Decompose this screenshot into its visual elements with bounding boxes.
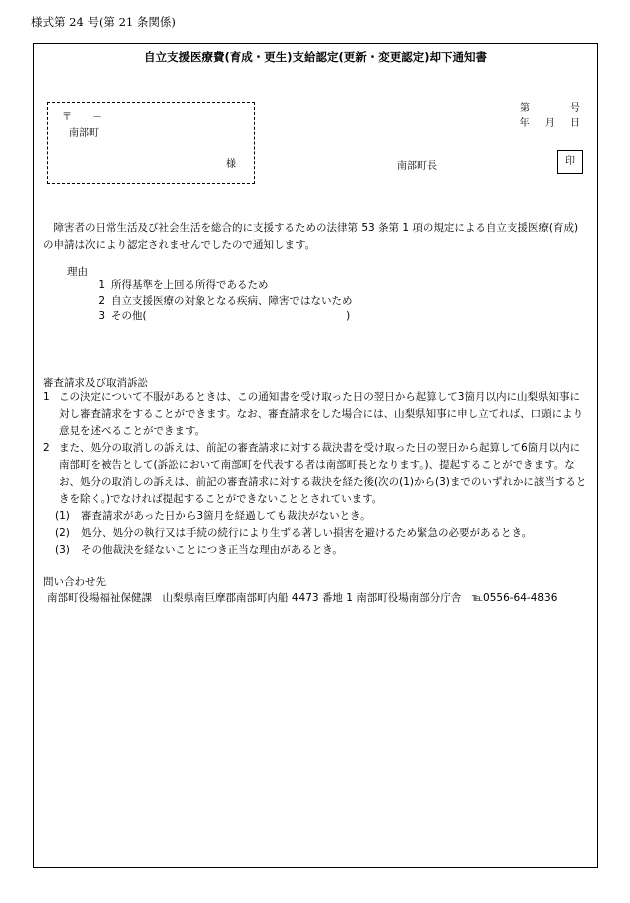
document-title: 自立支援医療費(育成・更生)支給認定(更新・変更認定)却下通知書 (143, 50, 488, 64)
document-date: 年 月 日 (519, 118, 580, 129)
reason-heading: 理由 (67, 266, 88, 278)
appeal-item-number: 1 (43, 391, 50, 403)
appeal-subitem-text: 審査請求があった日から3箇月を経過しても裁決がないとき。 (81, 510, 371, 522)
appeal-subitem-number: (3) (55, 544, 70, 556)
official-seal-box: 印 (557, 150, 583, 174)
postal-code-mark: 〒 － (62, 112, 102, 123)
reason-text: 所得基準を上回る所得であるため (111, 279, 269, 291)
appeal-subitem-text: その他裁決を経ないことにつき正当な理由があるとき。 (81, 544, 343, 556)
reason-number: 1 (98, 279, 105, 291)
reason-list (91, 278, 353, 325)
recipient-address-box (47, 102, 255, 184)
appeal-subitem-number: (1) (55, 510, 70, 522)
issuer-name: 南部町長 (397, 161, 437, 172)
notice-body-text: 障害者の日常生活及び社会生活を総合的に支援するための法律第 53 条第 1 項の規定による自立支援医療(育成)の申請は次により認定されませんでしたので通知します。 (43, 222, 579, 251)
recipient-town: 南部町 (69, 128, 99, 139)
appeal-subitem-text: 処分、処分の執行又は手続の続行により生ずる著しい損害を避けるため緊急の必要があるとき。 (81, 527, 533, 539)
recipient-honorific: 様 (226, 159, 236, 170)
contact-info: 南部町役場福祉保健課 山梨県南巨摩郡南部町内船 4473 番地 1 南部町役場南部分庁舎 ℡0556-64-4836 (47, 592, 558, 604)
reason-number: 2 (98, 294, 105, 307)
form-number-label: 様式第 24 号(第 21 条関係) (31, 15, 176, 29)
appeal-heading: 審査請求及び取消訴訟 (43, 377, 148, 389)
notice-body (43, 220, 587, 254)
appeal-item (43, 389, 589, 440)
reason-number: 3 (98, 310, 105, 322)
appeal-section (43, 389, 589, 559)
reason-text: その他( ) (111, 310, 351, 322)
reason-item (91, 278, 353, 294)
appeal-subitem (43, 508, 589, 525)
reason-item (91, 309, 353, 325)
appeal-subitem (43, 542, 589, 559)
reason-item (91, 294, 353, 310)
reason-text: 自立支援医療の対象となる疾病、障害ではないため (111, 294, 353, 307)
document-frame (33, 43, 598, 868)
appeal-item-text: この決定について不服があるときは、この通知書を受け取った日の翌日から起算して3箇月以内に山梨県知事に対し審査請求をすることができます。なお、審査請求をした場合には、山梨県知事に申し立てれば、口頭により意見を述べることができます。 (59, 391, 584, 437)
appeal-item-number: 2 (43, 442, 50, 454)
appeal-subitem-number: (2) (55, 527, 70, 539)
document-number: 第 号 (520, 103, 580, 114)
appeal-item-text: また、処分の取消しの訴えは、前記の審査請求に対する裁決書を受け取った日の翌日から起算して6箇月以内に南部町を被告として(訴訟において南部町を代表する者は南部町長となります。)、提起することができます。なお、処分の取消しの訴えは、前記の審査請求に対する裁決を経た後(次の(1)から(3)までのいずれかに該当するときを除く。)でなければ提起することができないこととされています。 (59, 442, 587, 505)
appeal-subitem (43, 525, 589, 542)
contact-heading: 問い合わせ先 (43, 576, 106, 588)
appeal-item (43, 440, 589, 508)
